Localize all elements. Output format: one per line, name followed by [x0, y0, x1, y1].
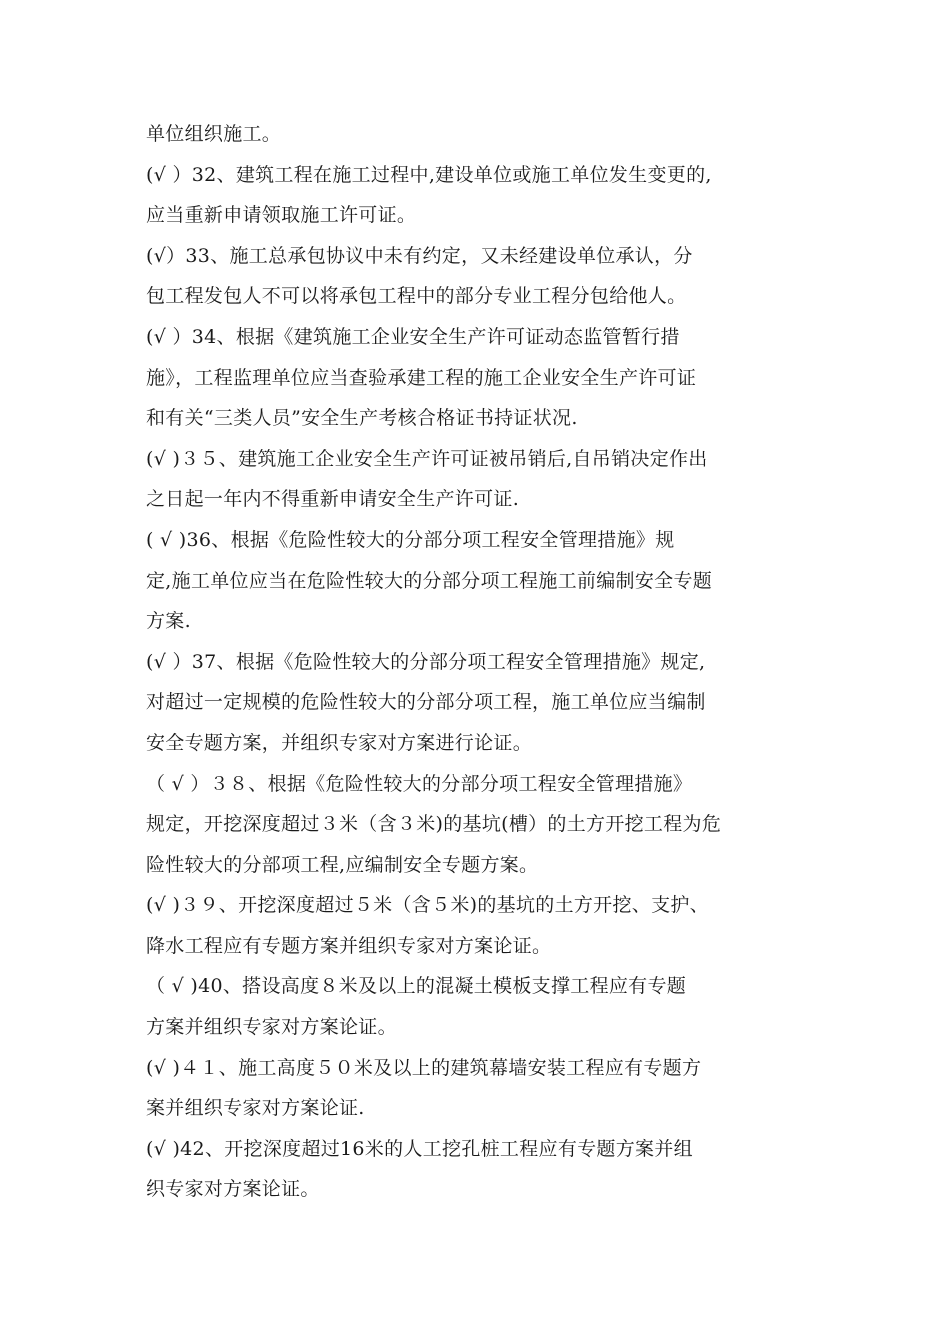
text-line: 包工程发包人不可以将承包工程中的部分专业工程分包给他人。	[146, 285, 687, 308]
text-line: (√ )３５、建筑施工企业安全生产许可证被吊销后,自吊销决定作出	[146, 447, 708, 470]
text-line: 方案.	[146, 610, 191, 633]
text-line: (√ )42、开挖深度超过16米的人工挖孔桩工程应有专题方案并组	[146, 1137, 693, 1160]
text-line: (√）33、施工总承包协议中未有约定，又未经建设单位承认，分	[146, 244, 693, 267]
document-page	[146, 114, 806, 1210]
text-line: 单位组织施工。	[146, 123, 282, 145]
text-line: (√ )４１、施工高度５０米及以上的建筑幕墙安装工程应有专题方	[146, 1056, 702, 1079]
text-line: 安全专题方案，并组织专家对方案进行论证。	[146, 731, 533, 754]
text-line: 险性较大的分部项工程,应编制安全专题方案。	[146, 853, 539, 876]
text-line: 对超过一定规模的危险性较大的分部分项工程，施工单位应当编制	[146, 691, 706, 714]
text-line: 施》，工程监理单位应当查验承建工程的施工企业安全生产许可证	[146, 366, 697, 389]
text-line: 降水工程应有专题方案并组织专家对方案论证。	[146, 934, 552, 957]
text-line: 之日起一年内不得重新申请安全生产许可证.	[146, 488, 520, 511]
text-line: (√ )３９、开挖深度超过５米（含５米)的基坑的土方开挖、支护、	[146, 894, 709, 917]
text-line: 方案并组织专家对方案论证。	[146, 1016, 397, 1039]
text-line: （ √ ）３８、根据《危险性较大的分部分项工程安全管理措施》	[146, 772, 693, 795]
text-line: 和有关“三类人员”安全生产考核合格证书持证状况.	[146, 407, 578, 430]
text-line: 定,施工单位应当在危险性较大的分部分项工程施工前编制安全专题	[146, 569, 713, 592]
text-line: （ √ )40、搭设高度８米及以上的混凝土模板支撑工程应有专题	[146, 975, 687, 998]
text-line: (√ ）32、建筑工程在施工过程中,建设单位或施工单位发生变更的,	[146, 163, 712, 186]
text-line: ( √ )36、根据《危险性较大的分部分项工程安全管理措施》规	[146, 528, 675, 551]
text-line: 织专家对方案论证。	[146, 1178, 320, 1201]
text-line: 规定，开挖深度超过３米（含３米)的基坑(槽）的土方开挖工程为危	[146, 813, 722, 836]
text-line: 案并组织专家对方案论证.	[146, 1097, 365, 1120]
text-line: (√ ）37、根据《危险性较大的分部分项工程安全管理措施》规定,	[146, 650, 706, 673]
text-line: (√ ）34、根据《建筑施工企业安全生产许可证动态监管暂行措	[146, 325, 680, 348]
text-line: 应当重新申请领取施工许可证。	[146, 204, 417, 227]
